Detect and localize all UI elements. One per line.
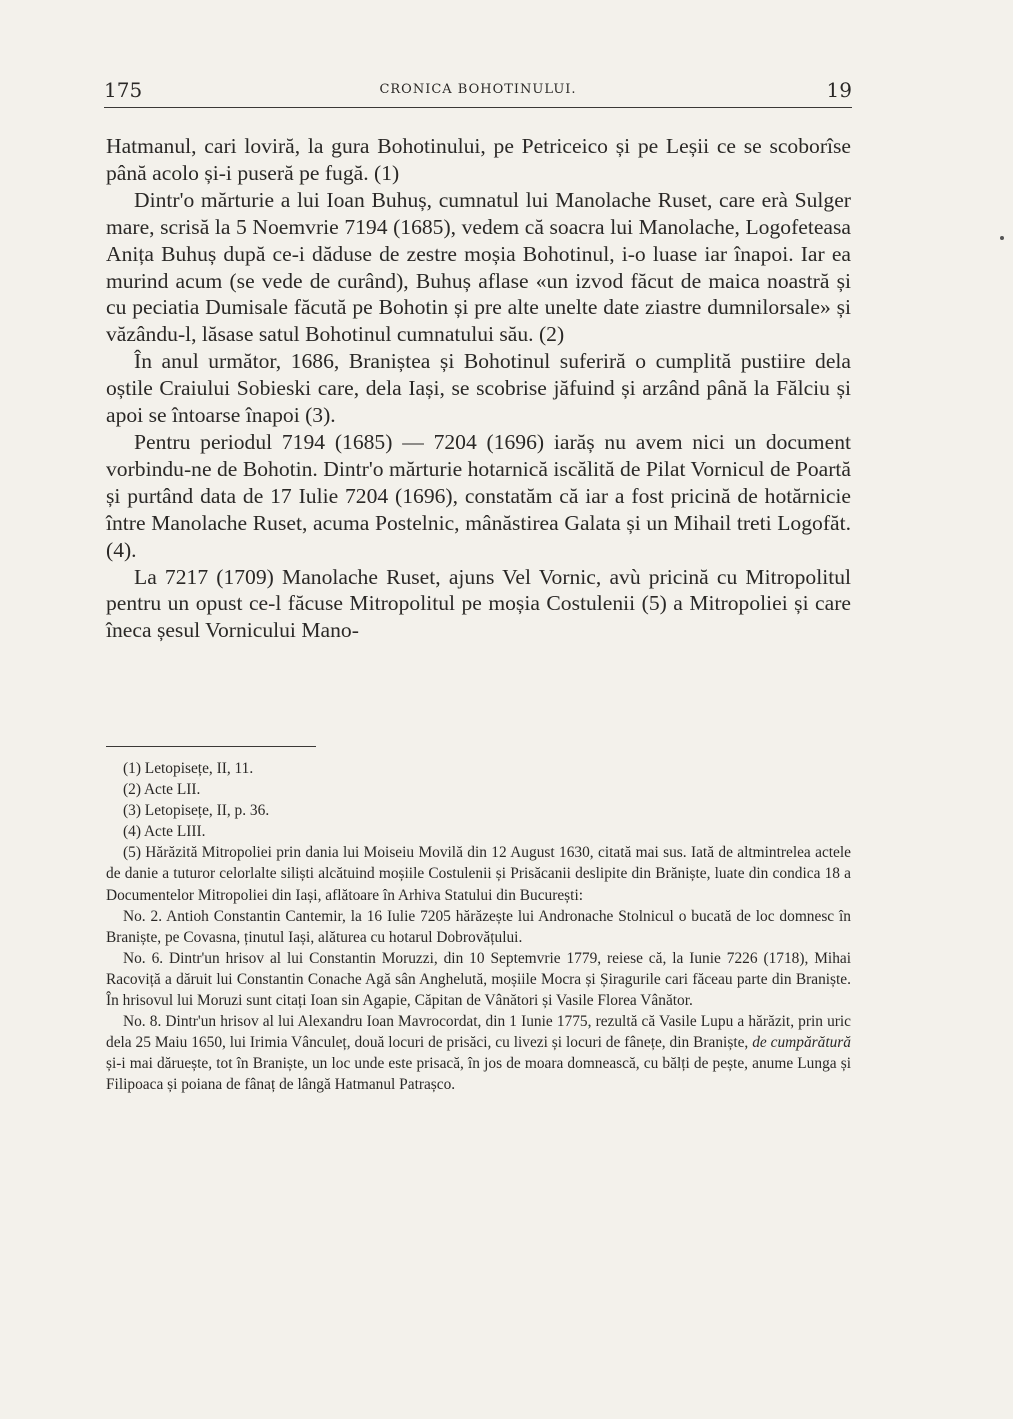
footnote-no-8 (106, 1011, 851, 1095)
footnote-4: (4) Acte LIII. (123, 823, 206, 841)
header-rule (104, 107, 852, 108)
paragraph-4: Pentru periodul 7194 (1685) — 7204 (1696) iarăș nu avem nici un document vorbindu-ne de Bohotin. Dintr'o mărturie hotarnică iscălită de Pilat Vornicul de Poartă și purtând data de 17 Iulie 7204 (1696), constatăm că iar a fost pricină de hotărnicie între Manolache Ruset, acuma Postelnic, mânăstirea Galata și un Mihail treti Logofăt. (4). (106, 429, 851, 562)
paragraph-2: Dintr'o mărturie a lui Ioan Buhuș, cumnatul lui Manolache Ruset, care erà Sulger mare, scrisă la 5 Noemvrie 7194 (1685), vedem că soacra lui Manolache, Logofeteasa Anița Buhuș după ce-i dăduse de zestre moșia Bohotinul, i-o luase iar înapoi. Iar ea murind acum (se vede de curând), Buhuș aflase «un izvod făcut de maica noastră și cu peciatia Dumisale făcută pe Bohotin și pre alte unelte date ziastre dumnilorsale» și văzându-l, lăsase satul Bohotinul cumnatului său. (2) (106, 187, 851, 347)
scan-speck (1000, 236, 1004, 240)
footnote-no-8-italic: de cumpărătură (752, 1034, 851, 1052)
footnote-3: (3) Letopisețe, II, p. 36. (123, 802, 270, 820)
footnote-no-8-part-a: No. 8. Dintr'un hrisov al lui Alexandru Ioan Mavrocordat, din 1 Iunie 1775, rezultă că Vasile Lupu a hărăzit, prin uric dela 25 Maiu 1650, lui Irimia Vânculeț, două locuri de prisăci, cu livezi și locuri de fânețe, din Braniște, (106, 1013, 851, 1052)
running-header (104, 76, 852, 106)
page-number-left: 175 (104, 78, 143, 102)
page-number-right: 19 (826, 78, 852, 102)
main-text (106, 133, 851, 644)
paragraph-5: La 7217 (1709) Manolache Ruset, ajuns Vel Vornic, avù pricină cu Mitropolitul pentru un opust ce-l făcuse Mitropolitul pe moșia Costulenii (5) a Mitropoliei și care îneca șesul Vornicului Mano- (106, 564, 851, 643)
footnote-no-8-part-b: și-i mai dăruește, tot în Braniște, un loc unde este prisacă, în jos de moara domnească, cu bălți de pește, anume Lunga și Filipoaca și poiana de fânaț de lângă Hatmanul Patrașco. (106, 1055, 851, 1094)
footnote-no-6: No. 6. Dintr'un hrisov al lui Constantin Moruzzi, din 10 Septemvrie 1779, reiese că, la Iunie 7226 (1718), Mihai Racoviță a dăruit lui Constantin Conache Agă sân Anghelută, moșiile Mocra și Șiragurile cari făceau parte din Braniște. În hrisovul lui Moruzi sunt citați Ioan sin Agapie, Căpitan de Vânători și Vasile Florea Vânător. (106, 949, 851, 1010)
footnote-1: (1) Letopisețe, II, 11. (123, 760, 254, 777)
footnote-5: (5) Hărăzită Mitropoliei prin dania lui Moiseiu Movilă din 12 August 1630, citată mai sus. Iată de altmintrelea actele de danie a tuturor celorlalte siliști alcătuind moșiile Costulenii și Prisăcanii deslipite din Brăniște, luate din condica 18 a Documentelor Mitropoliei din Iași, aflătoare în Arhiva Statului din București: (106, 844, 851, 904)
footnote-2: (2) Acte LII. (123, 781, 201, 799)
paragraph-3: În anul următor, 1686, Braniștea și Bohotinul suferiră o cumplită pustiire dela oștile Craiului Sobieski care, dela Iași, se scobrise jăfuind și arzând până la Fălciu și apoi se întoarse înapoi (3). (106, 349, 851, 428)
footnotes (106, 758, 851, 1096)
paragraph-1: Hatmanul, cari loviră, la gura Bohotinului, pe Petriceico și pe Leșii ce se scoborîse până acolo și-i puseră pe fugă. (1) (106, 134, 851, 185)
footnote-no-2: No. 2. Antioh Constantin Cantemir, la 16 Iulie 7205 hărăzește lui Andronache Stolnicul o bucată de loc domnesc în Braniște, pe Covasna, ținutul Iași, alăturea cu hotarul Dobrovățului. (106, 907, 851, 946)
footnote-separator (106, 746, 316, 747)
running-title: CRONICA BOHOTINULUI. (379, 82, 577, 97)
